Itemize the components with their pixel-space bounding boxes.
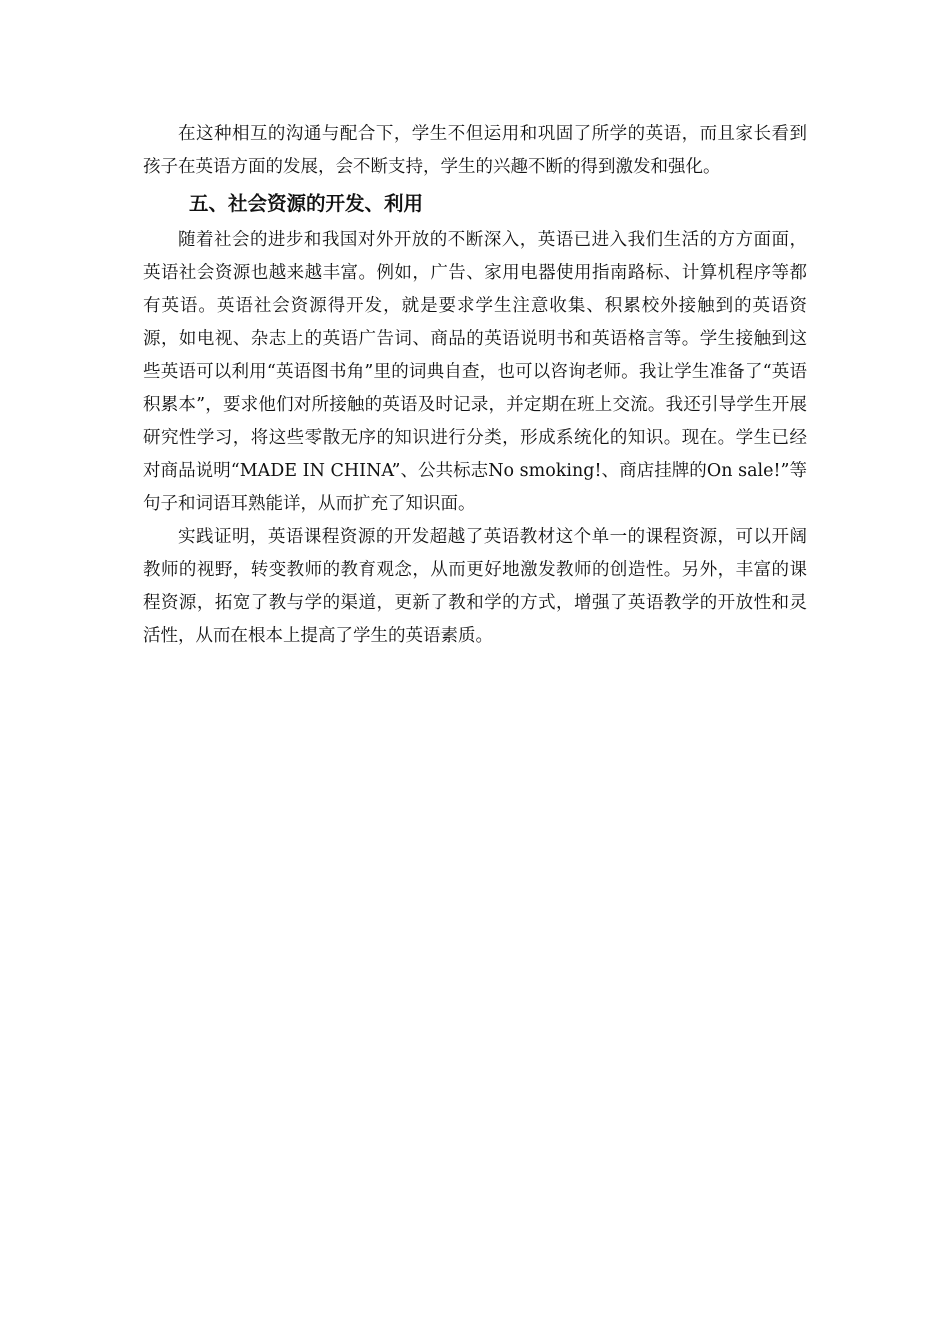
section-heading: 五、社会资源的开发、利用 — [189, 192, 424, 215]
paragraph-social-resources: 随着社会的进步和我国对外开放的不断深入，英语已进入我们生活的方方面面，英语社会资源也越来越丰富。例如，广告、家用电器使用指南路标、计算机程序等都有英语。英语社会资源得开发，就是要求学生注意收集、积累校外接触到的英语资源，如电视、杂志上的英语广告词、商品的英语说明书和英语格言等。学生接触到这些英语可以利用“英语图书角”里的词典自查，也可以咨询老师。我让学生准备了“英语积累本”，要求他们对所接触的英语及时记录，并定期在班上交流。我还引导学生开展研究性学习，将这些零散无序的知识进行分类，形成系统化的知识。现在。学生已经对商品说明“MADE IN CHINA”、公共标志No smoking!、商店挂牌的On sale!”等句子和词语耳熟能详，从而扩充了知识面。 — [143, 230, 807, 514]
paragraph-conclusion: 实践证明，英语课程资源的开发超越了英语教材这个单一的课程资源，可以开阔教师的视野，转变教师的教育观念，从而更好地激发教师的创造性。另外，丰富的课程资源，拓宽了教与学的渠道，更新了教和学的方式，增强了英语教学的开放性和灵活性，从而在根本上提高了学生的英语素质。 — [143, 527, 807, 646]
document-body — [143, 118, 807, 653]
paragraph-parent-cooperation: 在这种相互的沟通与配合下，学生不但运用和巩固了所学的英语，而且家长看到孩子在英语方面的发展，会不断支持，学生的兴趣不断的得到激发和强化。 — [143, 124, 807, 177]
